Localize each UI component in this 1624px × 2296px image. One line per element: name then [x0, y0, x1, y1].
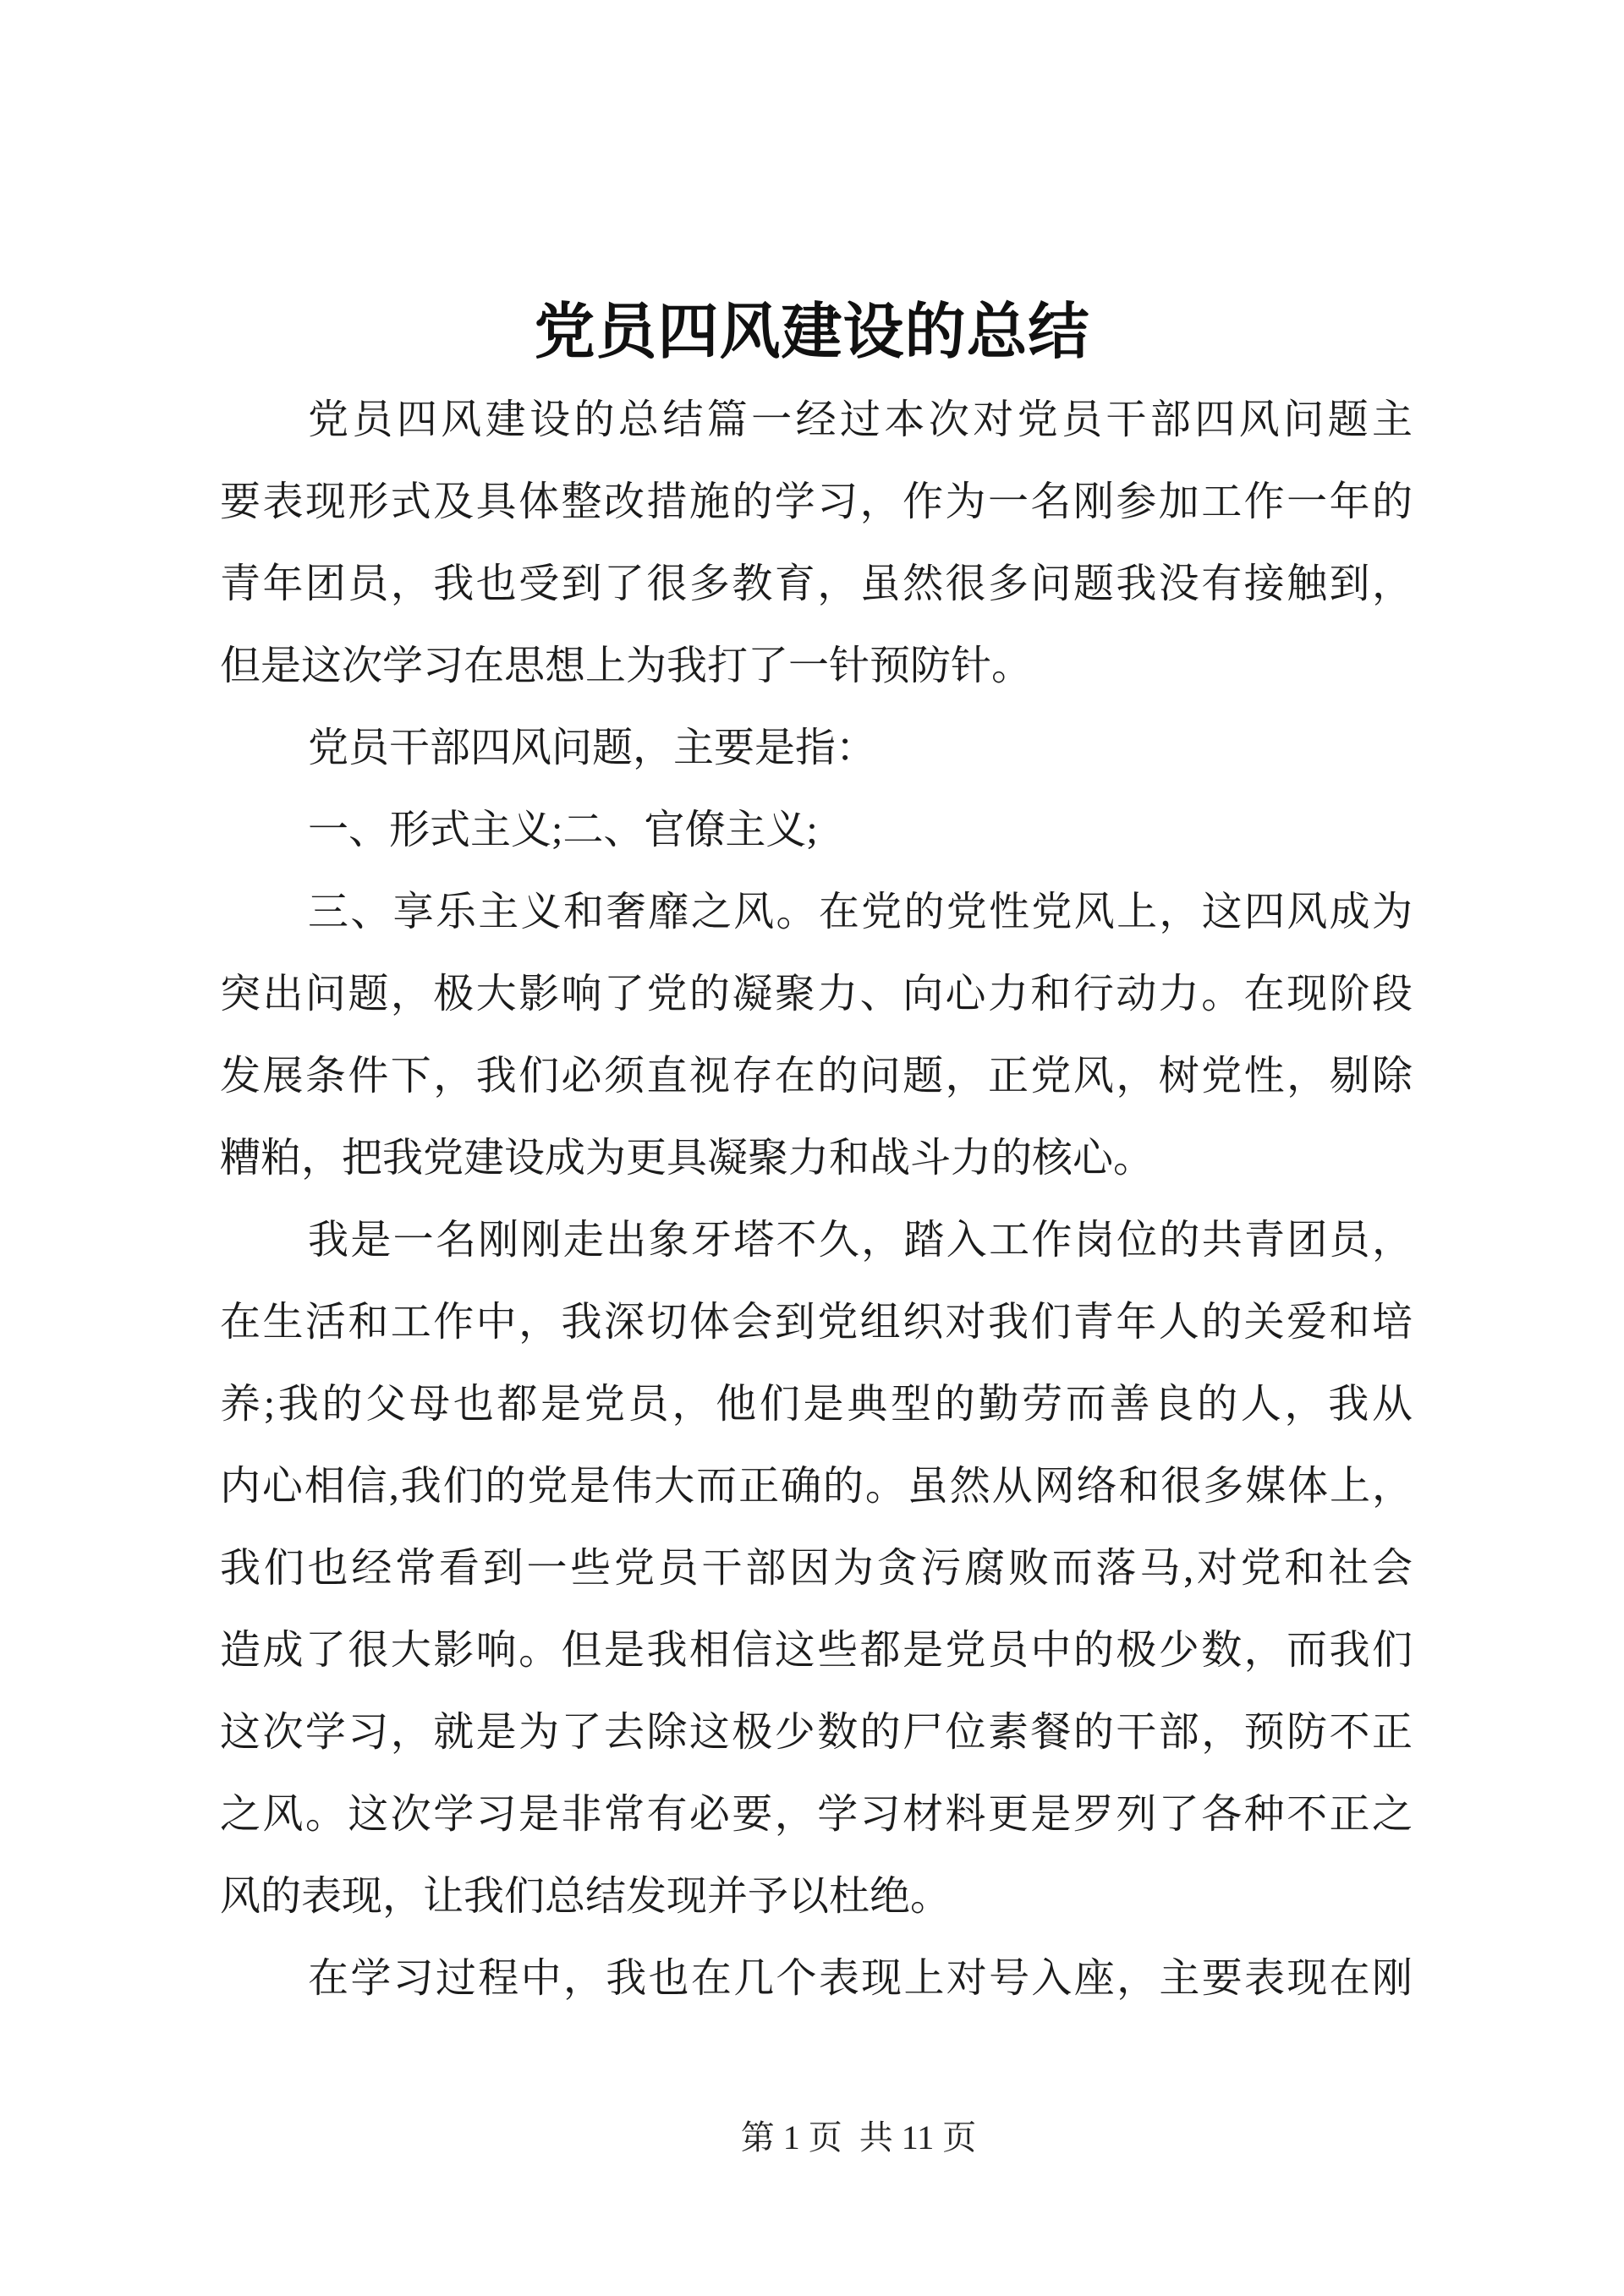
- body-line: 党员干部四风问题，主要是指：: [308, 726, 877, 770]
- body-line: 内心相信,我们的党是伟大而正确的。虽然从网络和很多媒体上，: [220, 1464, 1413, 1509]
- body-line: 养;我的父母也都是党员，他们是典型的勤劳而善良的人，我从: [220, 1382, 1413, 1427]
- body-line: 在生活和工作中，我深切体会到党组织对我们青年人的关爱和培: [220, 1300, 1413, 1345]
- body-line: 在学习过程中，我也在几个表现上对号入座，主要表现在刚: [308, 1956, 1413, 2001]
- body-line: 这次学习，就是为了去除这极少数的尸位素餐的干部，预防不正: [220, 1710, 1413, 1755]
- body-line: 一、形式主义;二、官僚主义;: [308, 808, 818, 852]
- body-line: 我们也经常看到一些党员干部因为贪污腐败而落马,对党和社会: [220, 1546, 1413, 1591]
- body-line: 之风。这次学习是非常有必要，学习材料更是罗列了各种不正之: [220, 1792, 1413, 1837]
- body-line: 风的表现，让我们总结发现并予以杜绝。: [220, 1874, 952, 1919]
- body-line: 造成了很大影响。但是我相信这些都是党员中的极少数，而我们: [220, 1628, 1413, 1673]
- body-line: 三、享乐主义和奢靡之风。在党的党性党风上，这四风成为: [308, 890, 1413, 934]
- body-line: 要表现形式及具体整改措施的学习，作为一名刚参加工作一年的: [220, 479, 1413, 524]
- page-footer: [0, 2118, 1624, 2158]
- body-line: 青年团员，我也受到了很多教育，虽然很多问题我没有接触到，: [220, 562, 1413, 606]
- body-line: 突出问题，极大影响了党的凝聚力、向心力和行动力。在现阶段: [220, 972, 1413, 1016]
- body-line: 我是一名刚刚走出象牙塔不久，踏入工作岗位的共青团员，: [308, 1218, 1413, 1263]
- body-line: 糟粕，把我党建设成为更具凝聚力和战斗力的核心。: [220, 1136, 1155, 1181]
- body-line: 但是这次学习在思想上为我打了一针预防针。: [220, 644, 1033, 688]
- body-line: 发展条件下，我们必须直视存在的问题，正党风，树党性，剔除: [220, 1054, 1413, 1099]
- document-title: 党员四风建设的总结: [534, 299, 1090, 366]
- body-line: 党员四风建设的总结篇一经过本次对党员干部四风问题主: [308, 397, 1413, 442]
- document-body: [0, 379, 1624, 2019]
- page-number-label: 第 1 页 共 11 页: [740, 2118, 977, 2156]
